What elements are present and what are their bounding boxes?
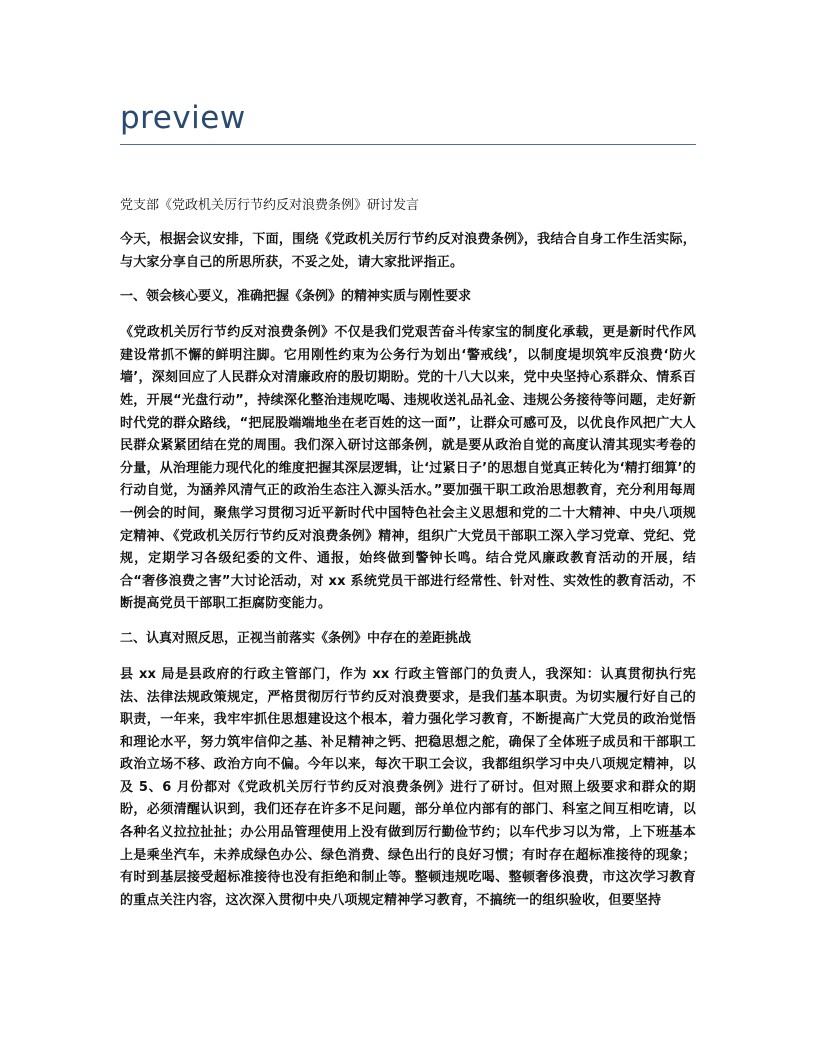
preview-header	[120, 96, 696, 145]
document-title: 党支部《党政机关厉行节约反对浪费条例》研讨发言	[120, 198, 420, 213]
preview-title: preview	[120, 100, 246, 136]
section-2-heading: 二、认真对照反思，正视当前落实《条例》中存在的差距挑战	[120, 630, 472, 646]
section-1-heading: 一、领会核心要义，准确把握《条例》的精神实质与刚性要求	[120, 289, 472, 305]
section-2-paragraph: 县 xx 局是县政府的行政主管部门，作为 xx 行政主管部门的负责人，我深知：认真贯彻执行宪法、法律法规政策规定，严格贯彻厉行节约反对浪费要求，是我们基本职责。为切实履行好自己的职责，一年来，我牢牢抓住思想建设这个根本，着力强化学习教育，不断提高广大党员的政治觉悟和理论水平，努力筑牢信仰之基、补足精神之钙、把稳思想之舵，确保了全体班子成员和干部职工政治立场不移、政治方向不偏。今年以来，每次干职工会议，我都组织学习中央八项规定精神，以及 5、6 月份都对《党政机关厉行节约反对浪费条例》进行了研讨。但对照上级要求和群众的期盼，必须清醒认识到，我们还存在许多不足问题，部分单位内部有的部门、科室之间互相吃请，以各种名义拉拉扯扯；办公用品管理使用上没有做到厉行勤俭节约；以车代步习以为常，上下班基本上是乘坐汽车，未养成绿色办公、绿色消费、绿色出行的良好习惯；有时存在超标准接待的现象；有时到基层接受超标准接待也没有拒绝和制止等。整顿违规吃喝、整顿奢侈浪费，市这次学习教育的重点关注内容，这次深入贯彻中央八项规定精神学习教育，不搞统一的组织验收，但要坚持	[120, 666, 696, 908]
document-body	[120, 196, 696, 925]
header-divider	[120, 144, 696, 145]
section-1-paragraph: 《党政机关厉行节约反对浪费条例》不仅是我们党艰苦奋斗传家宝的制度化承载，更是新时代作风建设常抓不懈的鲜明注脚。它用刚性约束为公务行为划出‘警戒线’，以制度堤坝筑牢反浪费‘防火墙’，深刻回应了人民群众对清廉政府的殷切期盼。党的十八大以来，党中央坚持心系群众、情系百姓，开展“光盘行动”，持续深化整治违规吃喝、违规收送礼品礼金、违规公务接待等问题，走好新时代党的群众路线，“把屁股端端地坐在老百姓的这一面”，让群众可感可及，以优良作风把广大人民群众紧紧团结在党的周围。我们深入研讨这部条例，就是要从政治自觉的高度认清其现实考卷的分量，从治理能力现代化的维度把握其深层逻辑，让‘过紧日子’的思想自觉真正转化为‘精打细算’的行动自觉，为涵养风清气正的政治生态注入源头活水。”要加强干职工政治思想教育，充分利用每周一例会的时间，聚焦学习贯彻习近平新时代中国特色社会主义思想和党的二十大精神、中央八项规定精神、《党政机关厉行节约反对浪费条例》精神，组织广大党员干部职工深入学习党章、党纪、党规，定期学习各级纪委的文件、通报，始终做到警钟长鸣。结合党风廉政教育活动的开展，结合“奢侈浪费之害”大讨论活动，对 xx 系统党员干部进行经常性、针对性、实效性的教育活动，不断提高党员干部职工拒腐防变能力。	[120, 325, 696, 612]
intro-paragraph: 今天，根据会议安排，下面，围绕《党政机关厉行节约反对浪费条例》，我结合自身工作生活实际，与大家分享自己的所思所获，不妥之处，请大家批评指正。	[120, 232, 696, 270]
